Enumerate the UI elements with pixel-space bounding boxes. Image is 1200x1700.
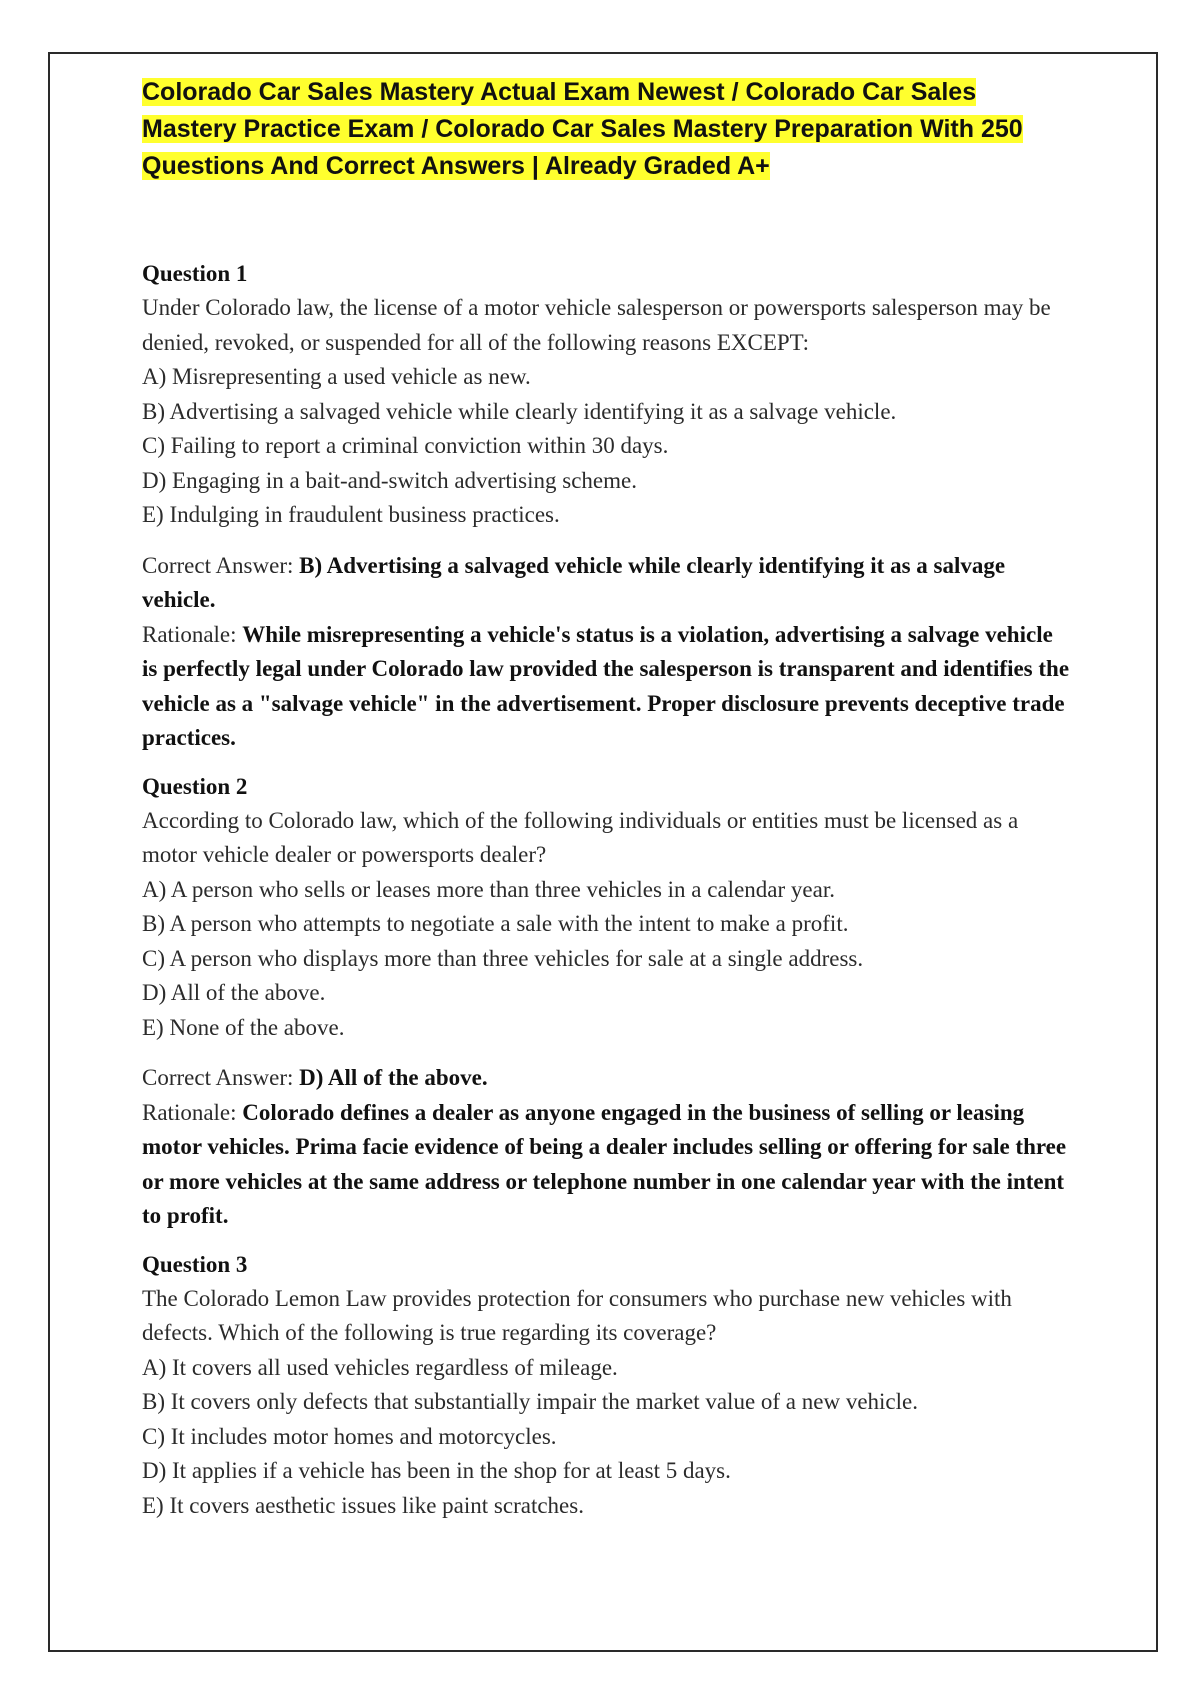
question-heading: Question 3 xyxy=(142,1251,248,1277)
correct-answer-value: B) Advertising a salvaged vehicle while clearly identifying it as a salvage vehicle. xyxy=(142,552,1006,612)
rationale-text: Colorado defines a dealer as anyone engaged in the business of selling or leasing motor vehicles. Prima facie evidence of being a dealer includes selling or offering for sale three or more vehicles at the same address or telephone number in one calendar year with the intent to profit. xyxy=(142,1099,1067,1228)
rationale-label: Rationale: xyxy=(142,1099,237,1125)
correct-answer-label: Correct Answer: xyxy=(142,1065,294,1090)
question-text: According to Colorado law, which of the following individuals or entities must be licensed as a motor vehicle dealer or powersports dealer? xyxy=(142,807,1019,867)
option-a: A) A person who sells or leases more than three vehicles in a calendar year. xyxy=(142,876,835,902)
option-d: D) Engaging in a bait-and-switch advertising scheme. xyxy=(142,467,637,493)
question-heading: Question 2 xyxy=(142,773,248,799)
title-highlight: Colorado Car Sales Mastery Actual Exam Newest / Colorado Car Sales Mastery Practice Exam / Colorado Car Sales Mastery Preparation With 250 Questions And Correct Answers | Already Graded A+ xyxy=(142,78,1023,180)
option-c: C) It includes motor homes and motorcycles. xyxy=(142,1423,557,1449)
rationale-label: Rationale: xyxy=(142,621,237,647)
option-e: E) Indulging in fraudulent business practices. xyxy=(142,502,560,527)
option-b: B) A person who attempts to negotiate a sale with the intent to make a profit. xyxy=(142,911,849,936)
rationale xyxy=(142,1096,1072,1234)
document-body xyxy=(142,74,1072,1539)
correct-answer xyxy=(142,549,1072,618)
answer-options xyxy=(142,360,1072,533)
option-b: B) It covers only defects that substantially impair the market value of a new vehicle. xyxy=(142,1389,918,1414)
option-d: D) All of the above. xyxy=(142,980,326,1005)
option-c: C) Failing to report a criminal conviction within 30 days. xyxy=(142,433,669,458)
correct-answer-value: D) All of the above. xyxy=(299,1065,488,1090)
question-block xyxy=(142,1248,1072,1524)
question-heading: Question 1 xyxy=(142,261,248,286)
answer-options xyxy=(142,1351,1072,1524)
option-e: E) It covers aesthetic issues like paint scratches. xyxy=(142,1492,584,1518)
question-text: Under Colorado law, the license of a motor vehicle salesperson or powersports salesperson may be denied, revoked, or suspended for all of the following reasons EXCEPT: xyxy=(142,295,1051,355)
answer-options xyxy=(142,873,1072,1046)
option-d: D) It applies if a vehicle has been in the shop for at least 5 days. xyxy=(142,1458,731,1483)
option-c: C) A person who displays more than three vehicles for sale at a single address. xyxy=(142,945,864,971)
question-block xyxy=(142,770,1072,1234)
question-block xyxy=(142,257,1072,756)
option-b: B) Advertising a salvaged vehicle while clearly identifying it as a salvage vehicle. xyxy=(142,398,897,424)
option-a: A) It covers all used vehicles regardless of mileage. xyxy=(142,1354,618,1380)
document-title xyxy=(142,74,1072,185)
correct-answer xyxy=(142,1061,1072,1096)
rationale xyxy=(142,618,1072,756)
rationale-text: While misrepresenting a vehicle's status is a violation, advertising a salvage vehicle is perfectly legal under Colorado law provided the salesperson is transparent and identifies the vehicle as a "salvage vehicle" in the advertisement. Proper disclosure prevents deceptive trade practices. xyxy=(142,621,1070,750)
correct-answer-label: Correct Answer: xyxy=(142,552,294,578)
option-e: E) None of the above. xyxy=(142,1014,345,1040)
question-text: The Colorado Lemon Law provides protection for consumers who purchase new vehicles with defects. Which of the following is true regarding its coverage? xyxy=(142,1285,1012,1345)
option-a: A) Misrepresenting a used vehicle as new. xyxy=(142,364,531,389)
